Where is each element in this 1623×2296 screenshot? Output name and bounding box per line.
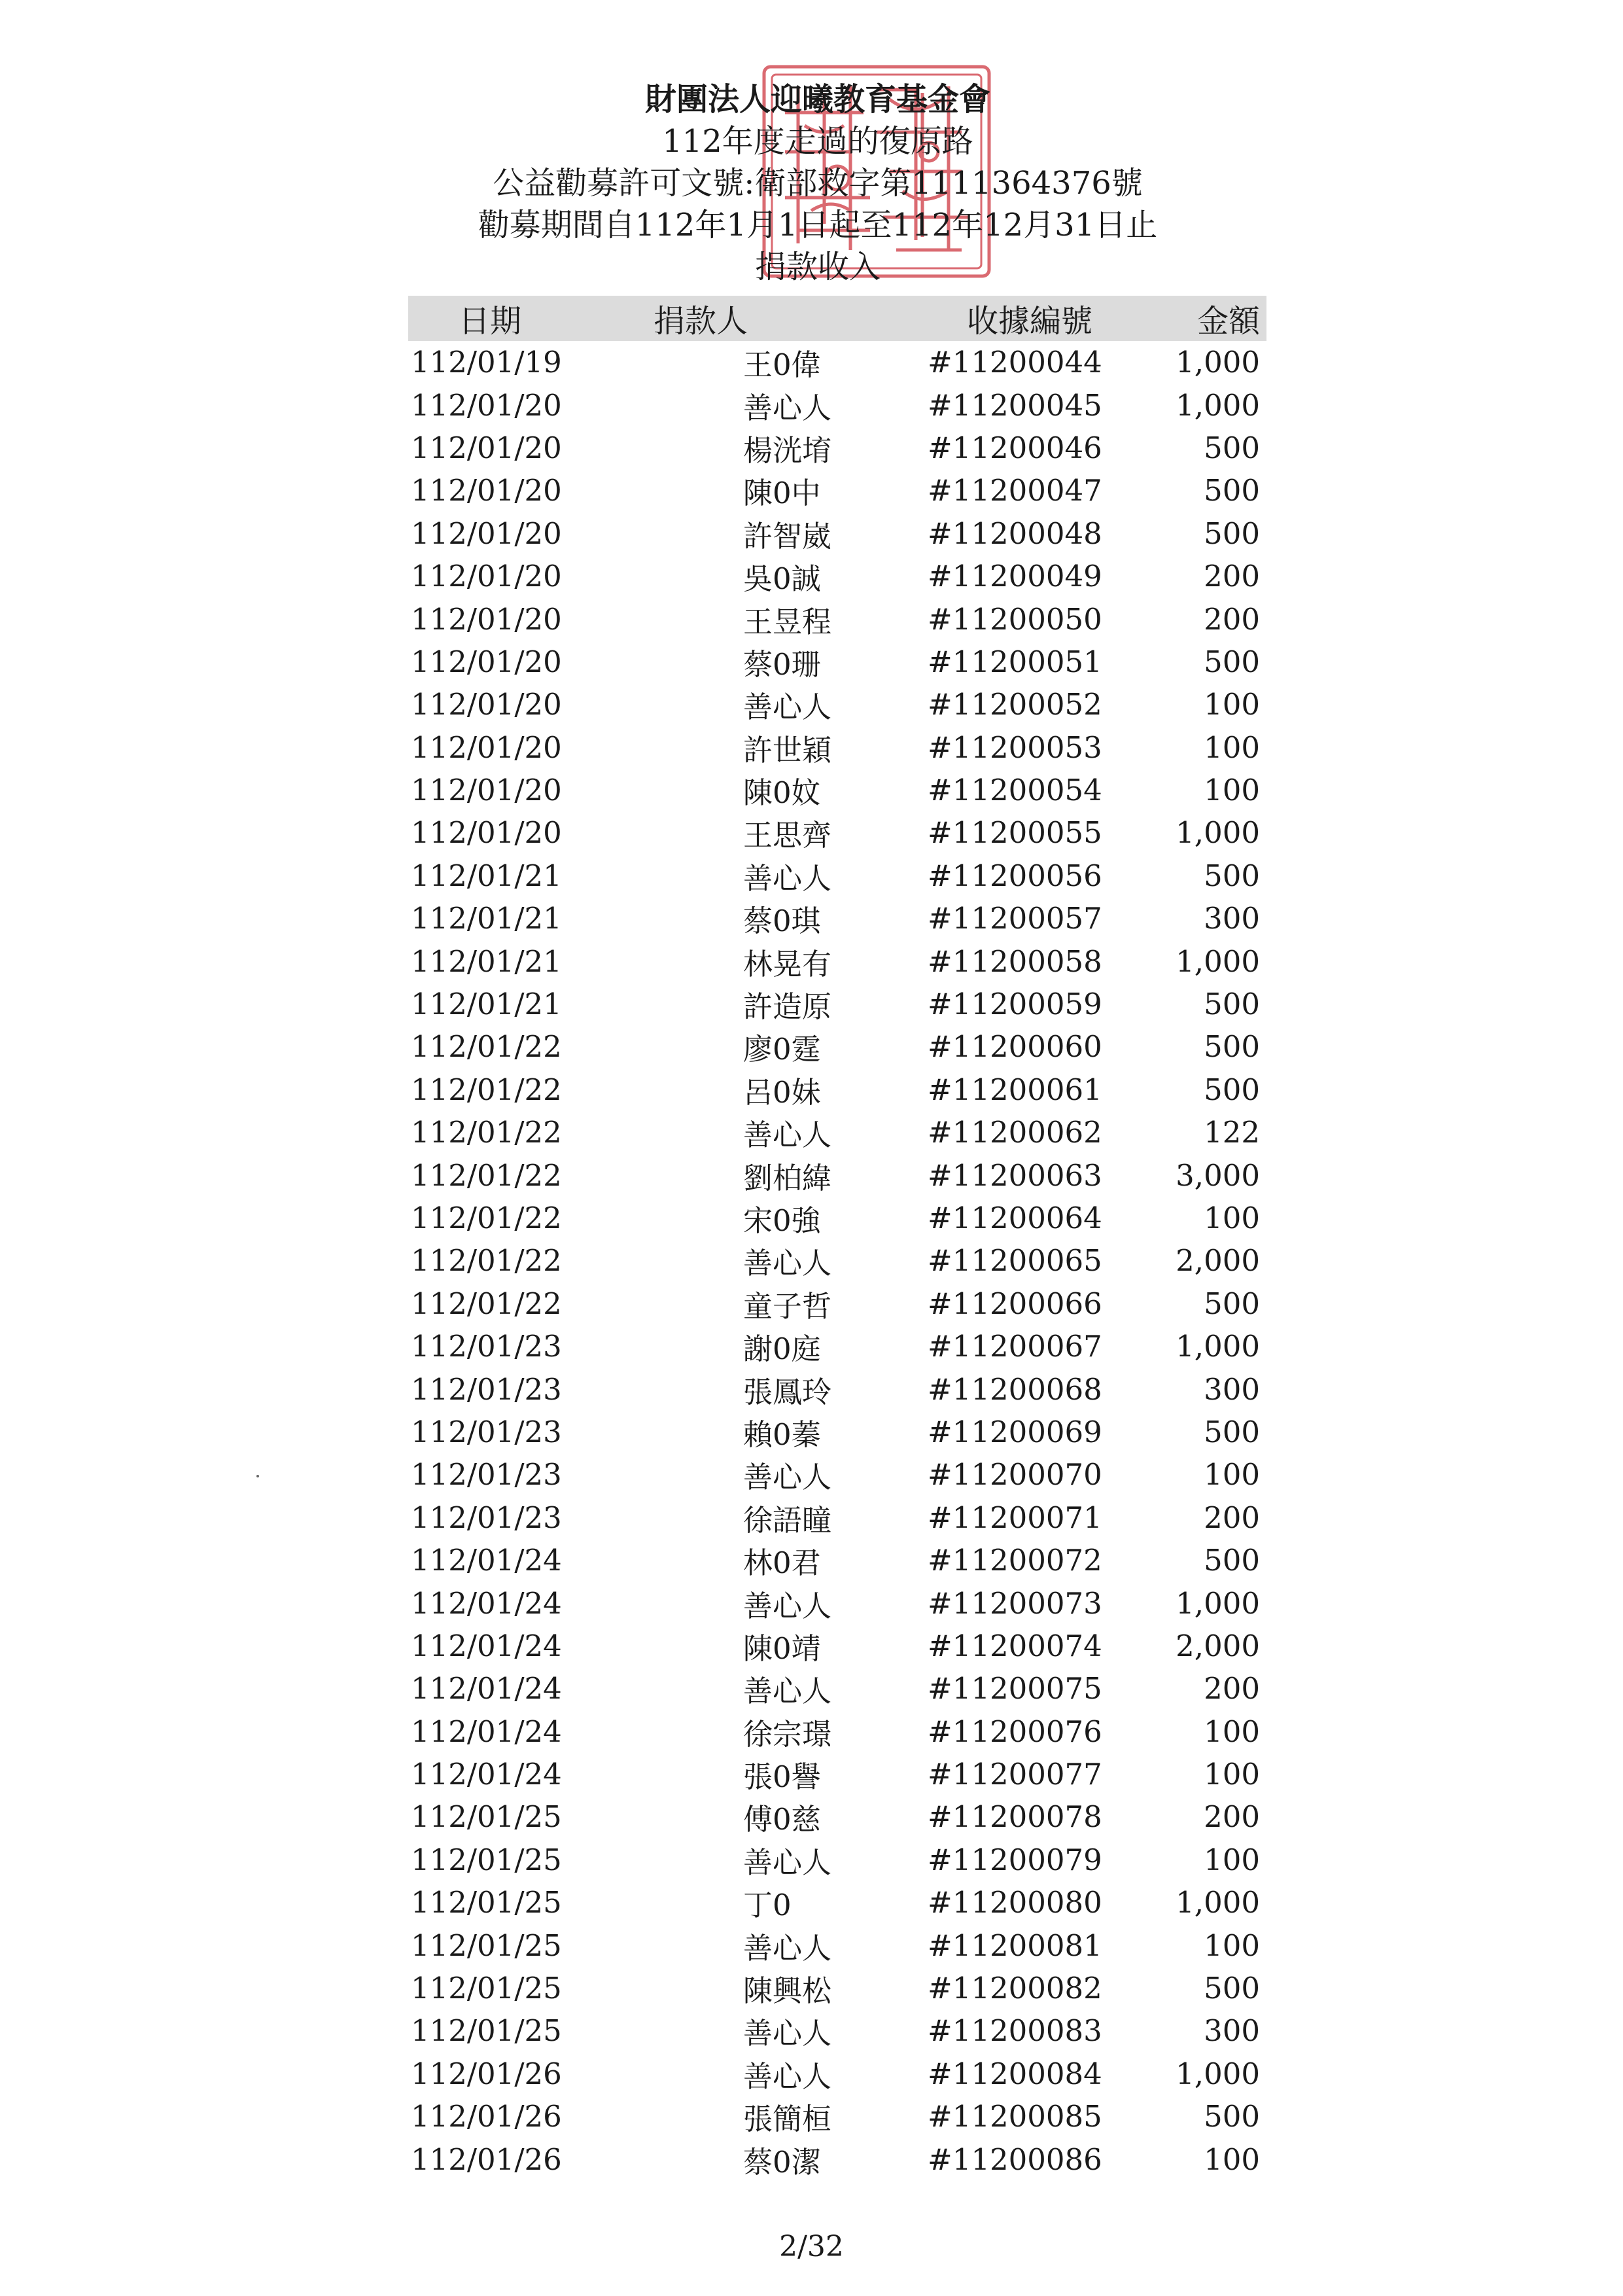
column-header-date: 日期: [408, 296, 572, 341]
cell-receipt: #11200050: [928, 601, 1102, 637]
cell-donor: 傅0慈: [743, 1802, 821, 1837]
table-row: [408, 2138, 1266, 2180]
cell-donor: 陳0妏: [743, 775, 821, 811]
cell-receipt: #11200048: [928, 516, 1102, 551]
column-header-amount: 金額: [1142, 296, 1266, 341]
cell-receipt: #11200064: [928, 1201, 1102, 1235]
cell-date: 112/01/22: [411, 1201, 562, 1235]
cell-amount: 500: [1204, 1029, 1260, 1065]
document-header: [327, 79, 1308, 288]
cell-receipt: #11200068: [928, 1371, 1102, 1407]
cell-donor: 張簡桓: [743, 2102, 832, 2137]
cell-date: 112/01/23: [411, 1414, 562, 1449]
cell-amount: 500: [1204, 430, 1260, 465]
table-row: [408, 2009, 1266, 2052]
cell-donor: 童子哲: [743, 1288, 832, 1324]
cell-donor: 王昱程: [743, 604, 832, 639]
cell-amount: 500: [1204, 644, 1260, 679]
cell-receipt: #11200077: [928, 1757, 1102, 1792]
table-row: [408, 1581, 1266, 1624]
cell-amount: 100: [1204, 1457, 1260, 1492]
cell-date: 112/01/23: [411, 1329, 562, 1364]
table-row: [408, 1710, 1266, 1753]
cell-date: 112/01/20: [411, 387, 562, 423]
cell-amount: 1,000: [1176, 944, 1260, 979]
cell-amount: 100: [1204, 2142, 1260, 2177]
cell-amount: 1,000: [1176, 2056, 1260, 2091]
cell-date: 112/01/21: [411, 901, 562, 936]
column-header-donor: 捐款人: [572, 296, 917, 341]
donation-table: [408, 296, 1266, 2181]
section-title: 捐款收入: [754, 249, 881, 285]
cell-date: 112/01/25: [411, 1928, 562, 1963]
cell-amount: 200: [1204, 1671, 1260, 1706]
cell-date: 112/01/24: [411, 1628, 562, 1663]
cell-amount: 500: [1204, 516, 1260, 551]
table-row: [408, 769, 1266, 811]
cell-date: 112/01/22: [411, 1157, 562, 1193]
cell-date: 112/01/22: [411, 1115, 562, 1150]
cell-amount: 500: [1204, 1971, 1260, 2006]
cell-donor: 陳興松: [743, 1973, 832, 2009]
table-row: [408, 512, 1266, 555]
cell-donor: 徐語瞳: [743, 1502, 832, 1538]
cell-donor: 賴0蓁: [743, 1417, 821, 1452]
cell-receipt: #11200054: [928, 773, 1102, 808]
cell-receipt: #11200056: [928, 858, 1102, 893]
cell-donor: 善心人: [743, 1930, 832, 1966]
cell-date: 112/01/22: [411, 1243, 562, 1279]
cell-receipt: #11200081: [928, 1928, 1102, 1963]
cell-date: 112/01/20: [411, 430, 562, 465]
cell-receipt: #11200084: [928, 2056, 1102, 2091]
table-row: [408, 597, 1266, 640]
cell-receipt: #11200083: [928, 2013, 1102, 2049]
table-row: [408, 1625, 1266, 1667]
cell-donor: 善心人: [743, 2016, 832, 2051]
cell-receipt: #11200046: [928, 430, 1102, 465]
cell-receipt: #11200045: [928, 387, 1102, 423]
cell-donor: 善心人: [743, 1460, 832, 1495]
cell-donor: 善心人: [743, 1674, 832, 1709]
cell-receipt: #11200066: [928, 1286, 1102, 1321]
cell-amount: 100: [1204, 730, 1260, 765]
cell-date: 112/01/20: [411, 516, 562, 551]
cell-amount: 500: [1204, 858, 1260, 893]
cell-receipt: #11200065: [928, 1243, 1102, 1279]
cell-amount: 300: [1204, 1371, 1260, 1407]
cell-receipt: #11200073: [928, 1585, 1102, 1621]
table-row: [408, 2095, 1266, 2138]
cell-amount: 500: [1204, 1072, 1260, 1107]
cell-donor: 王0偉: [743, 347, 821, 383]
cell-amount: 1,000: [1176, 1885, 1260, 1920]
cell-date: 112/01/23: [411, 1457, 562, 1492]
table-row: [408, 811, 1266, 854]
cell-date: 112/01/24: [411, 1585, 562, 1621]
cell-amount: 2,000: [1176, 1243, 1260, 1279]
table-header-row: [408, 296, 1266, 341]
table-row: [408, 983, 1266, 1025]
table-row: [408, 1025, 1266, 1068]
table-row: [408, 427, 1266, 469]
cell-receipt: #11200074: [928, 1628, 1102, 1663]
cell-receipt: #11200085: [928, 2099, 1102, 2134]
cell-receipt: #11200079: [928, 1842, 1102, 1877]
table-row: [408, 897, 1266, 940]
cell-amount: 100: [1204, 687, 1260, 722]
table-row: [408, 1197, 1266, 1239]
table-row: [408, 1239, 1266, 1282]
cell-donor: 謝0庭: [743, 1332, 821, 1367]
cell-amount: 500: [1204, 473, 1260, 508]
table-row: [408, 1368, 1266, 1410]
cell-donor: 善心人: [743, 860, 832, 896]
cell-date: 112/01/23: [411, 1500, 562, 1535]
permit-number: 公益勸募許可文號:衛部救字第1111364376號: [493, 165, 1143, 202]
cell-date: 112/01/20: [411, 687, 562, 722]
cell-donor: 王思齊: [743, 818, 832, 853]
cell-date: 112/01/21: [411, 987, 562, 1022]
cell-donor: 許智崴: [743, 518, 832, 554]
cell-donor: 蔡0珊: [743, 646, 821, 682]
cell-date: 112/01/24: [411, 1714, 562, 1749]
cell-amount: 200: [1204, 1500, 1260, 1535]
cell-date: 112/01/25: [411, 2013, 562, 2049]
cell-receipt: #11200061: [928, 1072, 1102, 1107]
table-row: [408, 2053, 1266, 2095]
cell-receipt: #11200076: [928, 1714, 1102, 1749]
cell-date: 112/01/24: [411, 1671, 562, 1706]
cell-receipt: #11200080: [928, 1885, 1102, 1920]
table-row: [408, 341, 1266, 383]
cell-date: 112/01/20: [411, 730, 562, 765]
cell-date: 112/01/22: [411, 1286, 562, 1321]
cell-receipt: #11200044: [928, 345, 1102, 380]
cell-amount: 100: [1204, 1757, 1260, 1792]
table-row: [408, 1839, 1266, 1881]
cell-date: 112/01/22: [411, 1072, 562, 1107]
cell-donor: 張鳳玲: [743, 1374, 832, 1409]
table-row: [408, 1795, 1266, 1838]
cell-donor: 張0譽: [743, 1759, 821, 1795]
cell-amount: 500: [1204, 987, 1260, 1022]
cell-date: 112/01/23: [411, 1371, 562, 1407]
cell-receipt: #11200078: [928, 1799, 1102, 1835]
table-row: [408, 940, 1266, 982]
cell-date: 112/01/19: [411, 345, 562, 380]
cell-donor: 許造原: [743, 989, 832, 1025]
cell-amount: 3,000: [1176, 1157, 1260, 1193]
table-row: [408, 855, 1266, 897]
cell-receipt: #11200053: [928, 730, 1102, 765]
cell-receipt: #11200047: [928, 473, 1102, 508]
cell-receipt: #11200058: [928, 944, 1102, 979]
cell-date: 112/01/25: [411, 1885, 562, 1920]
cell-amount: 500: [1204, 1543, 1260, 1578]
table-row: [408, 1154, 1266, 1196]
cell-receipt: #11200086: [928, 2142, 1102, 2177]
cell-date: 112/01/21: [411, 858, 562, 893]
table-row: [408, 1282, 1266, 1325]
cell-donor: 林0君: [743, 1545, 821, 1581]
table-row: [408, 1967, 1266, 2009]
table-row: [408, 383, 1266, 426]
cell-amount: 300: [1204, 2013, 1260, 2049]
cell-amount: 500: [1204, 1414, 1260, 1449]
cell-donor: 善心人: [743, 690, 832, 725]
table-row: [408, 555, 1266, 597]
cell-donor: 宋0強: [743, 1203, 821, 1238]
cell-receipt: #11200049: [928, 559, 1102, 594]
cell-donor: 吳0誠: [743, 561, 821, 597]
cell-amount: 1,000: [1176, 1585, 1260, 1621]
table-body: [408, 341, 1266, 2181]
cell-donor: 丁0: [743, 1888, 792, 1923]
table-row: [408, 1111, 1266, 1154]
cell-date: 112/01/25: [411, 1842, 562, 1877]
cell-amount: 1,000: [1176, 387, 1260, 423]
table-row: [408, 1753, 1266, 1795]
cell-date: 112/01/26: [411, 2142, 562, 2177]
table-row: [408, 1496, 1266, 1539]
cell-donor: 徐宗璟: [743, 1716, 832, 1752]
cell-date: 112/01/24: [411, 1543, 562, 1578]
cell-receipt: #11200082: [928, 1971, 1102, 2006]
cell-date: 112/01/20: [411, 473, 562, 508]
table-row: [408, 1069, 1266, 1111]
cell-date: 112/01/20: [411, 559, 562, 594]
cell-amount: 100: [1204, 1201, 1260, 1235]
table-row: [408, 1453, 1266, 1496]
cell-donor: 善心人: [743, 390, 832, 425]
table-row: [408, 1881, 1266, 1924]
table-row: [408, 1539, 1266, 1581]
cell-date: 112/01/24: [411, 1757, 562, 1792]
table-row: [408, 1924, 1266, 1966]
cell-amount: 200: [1204, 1799, 1260, 1835]
cell-donor: 廖0霆: [743, 1032, 821, 1067]
cell-date: 112/01/21: [411, 944, 562, 979]
cell-receipt: #11200071: [928, 1500, 1102, 1535]
cell-receipt: #11200055: [928, 815, 1102, 851]
cell-donor: 善心人: [743, 1246, 832, 1281]
column-header-receipt: 收據編號: [917, 296, 1142, 341]
cell-date: 112/01/20: [411, 773, 562, 808]
cell-receipt: #11200063: [928, 1157, 1102, 1193]
cell-donor: 劉柏緯: [743, 1160, 832, 1195]
cell-amount: 100: [1204, 1928, 1260, 1963]
cell-donor: 許世穎: [743, 732, 832, 768]
cell-date: 112/01/20: [411, 815, 562, 851]
cell-date: 112/01/25: [411, 1799, 562, 1835]
cell-receipt: #11200069: [928, 1414, 1102, 1449]
cell-amount: 500: [1204, 1286, 1260, 1321]
cell-donor: 楊洸堉: [743, 433, 832, 468]
table-row: [408, 1411, 1266, 1453]
cell-donor: 林晃有: [743, 946, 832, 981]
cell-date: 112/01/22: [411, 1029, 562, 1065]
cell-amount: 100: [1204, 1714, 1260, 1749]
page-number: 2/32: [779, 2230, 844, 2263]
cell-amount: 100: [1204, 1842, 1260, 1877]
cell-date: 112/01/26: [411, 2099, 562, 2134]
project-title: 112年度走過的復原路: [662, 123, 973, 160]
table-row: [408, 641, 1266, 683]
cell-receipt: #11200070: [928, 1457, 1102, 1492]
cell-donor: 善心人: [743, 1588, 832, 1623]
cell-donor: 善心人: [743, 1845, 832, 1880]
cell-date: 112/01/26: [411, 2056, 562, 2091]
cell-amount: 2,000: [1176, 1628, 1260, 1663]
cell-amount: 100: [1204, 773, 1260, 808]
cell-receipt: #11200072: [928, 1543, 1102, 1578]
organization-name: 財團法人迎曦教育基金會: [644, 81, 990, 118]
cell-donor: 陳0中: [743, 476, 821, 511]
table-row: [408, 683, 1266, 726]
cell-amount: 200: [1204, 559, 1260, 594]
table-row: [408, 726, 1266, 769]
table-row: [408, 469, 1266, 512]
cell-receipt: #11200059: [928, 987, 1102, 1022]
cell-amount: 200: [1204, 601, 1260, 637]
cell-amount: 1,000: [1176, 1329, 1260, 1364]
cell-receipt: #11200052: [928, 687, 1102, 722]
cell-donor: 蔡0琪: [743, 904, 821, 939]
table-row: [408, 1325, 1266, 1368]
cell-receipt: #11200060: [928, 1029, 1102, 1065]
cell-receipt: #11200067: [928, 1329, 1102, 1364]
cell-receipt: #11200062: [928, 1115, 1102, 1150]
cell-amount: 1,000: [1176, 345, 1260, 380]
cell-amount: 1,000: [1176, 815, 1260, 851]
table-row: [408, 1667, 1266, 1710]
fundraising-period: 勸募期間自112年1月1日起至112年12月31日止: [478, 207, 1158, 243]
cell-amount: 500: [1204, 2099, 1260, 2134]
cell-date: 112/01/20: [411, 644, 562, 679]
cell-donor: 善心人: [743, 1118, 832, 1153]
cell-amount: 122: [1204, 1115, 1260, 1150]
cell-receipt: #11200051: [928, 644, 1102, 679]
cell-donor: 陳0靖: [743, 1631, 821, 1666]
cell-receipt: #11200057: [928, 901, 1102, 936]
cell-amount: 300: [1204, 901, 1260, 936]
cell-date: 112/01/20: [411, 601, 562, 637]
cell-donor: 善心人: [743, 2058, 832, 2094]
scan-speck: [256, 1475, 259, 1477]
cell-donor: 蔡0潔: [743, 2144, 821, 2180]
cell-receipt: #11200075: [928, 1671, 1102, 1706]
cell-donor: 呂0妹: [743, 1074, 821, 1110]
cell-date: 112/01/25: [411, 1971, 562, 2006]
